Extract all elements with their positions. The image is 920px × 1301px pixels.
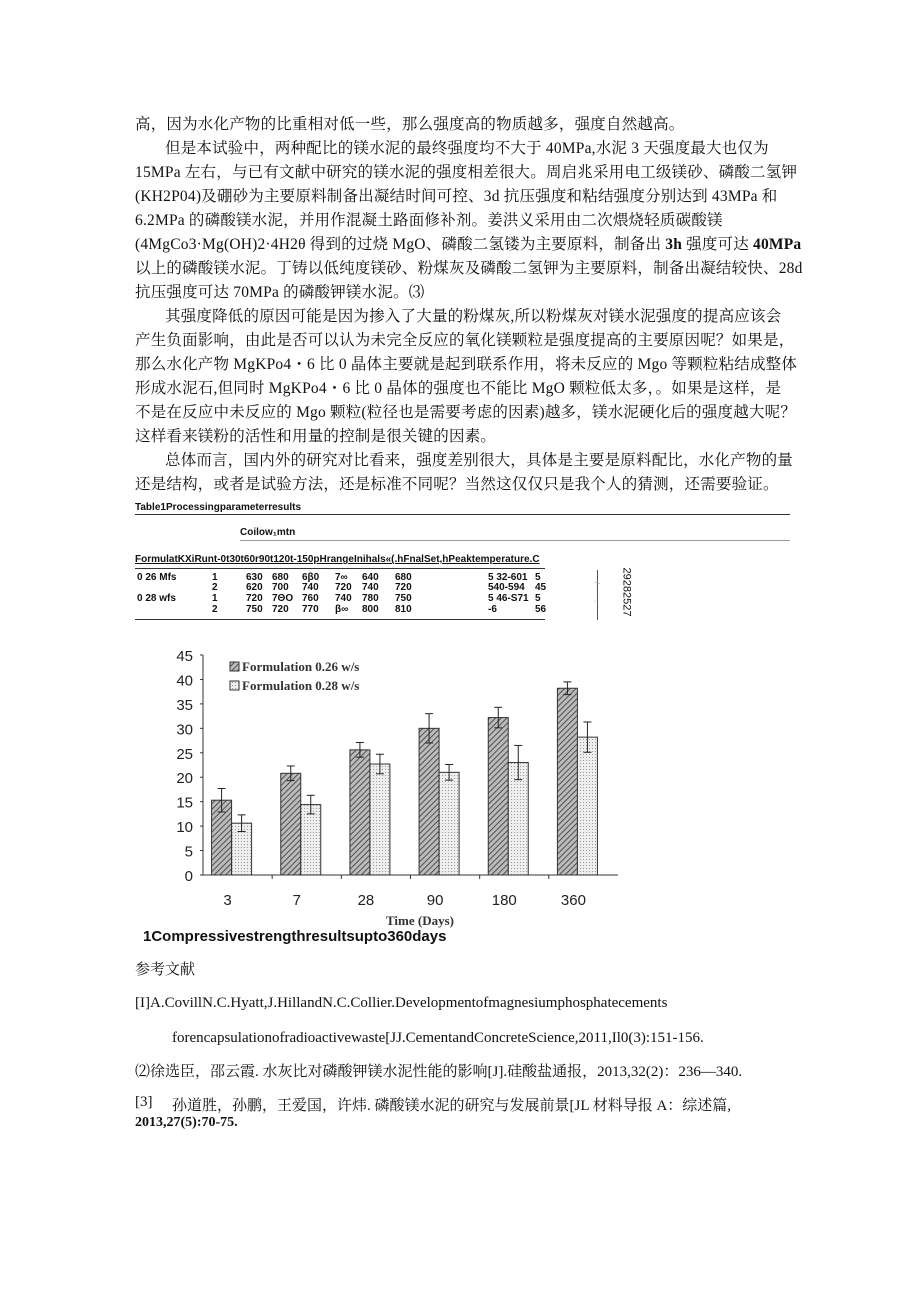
table-cell: 5 32-601 bbox=[488, 572, 528, 583]
table-cell: 5 46-S71 bbox=[488, 593, 529, 604]
table-subheader: Coilow₁mtn bbox=[240, 527, 296, 538]
table-cell: 5 bbox=[535, 593, 541, 604]
text-line bbox=[135, 235, 801, 255]
side-text: 29282527 bbox=[620, 567, 633, 617]
figure-caption: 1Compressivestrengthresultsupto360days bbox=[143, 928, 447, 945]
x-tick-label: 180 bbox=[491, 892, 517, 909]
table-cell: 760 bbox=[302, 593, 319, 604]
y-tick-label: 10 bbox=[176, 819, 193, 837]
bar-formulation-026 bbox=[350, 750, 370, 875]
table-cell: 740 bbox=[362, 582, 379, 593]
reference-1: [I]A.CovillN.C.Hyatt,J.HillandN.C.Collier.Developmentofmagnesiumphosphatecements bbox=[135, 995, 668, 1011]
reference-2: ⑵徐选臣，邵云霞. 水灰比对磷酸钾镁水泥性能的影响[J].硅酸盐通报，2013,32(2)：236—340. bbox=[135, 1064, 743, 1080]
y-tick-label: 30 bbox=[176, 721, 193, 739]
legend-swatch bbox=[230, 662, 239, 671]
table-cell: 6β0 bbox=[302, 572, 320, 583]
table-cell: 45 bbox=[535, 582, 547, 593]
text-line: 不是在反应中未反应的 Mgo 颗粒(粒径也是需要考虑的因素)越多，镁水泥硬化后的强度越大呢？ bbox=[135, 404, 797, 421]
text-line: 抗压强度可达 70MPa 的磷酸钾镁水泥。⑶ bbox=[135, 284, 425, 301]
y-tick-label: 15 bbox=[176, 794, 193, 812]
x-tick-label: 7 bbox=[292, 892, 301, 909]
reference-3: 孙道胜，孙鹏，王爱国，许炜. 磷酸镁水泥的研究与发展前景[JL 材料导报 A：综述篇, bbox=[172, 1098, 732, 1114]
table-cell: 1 bbox=[212, 593, 218, 604]
text-line: 总体而言，国内外的研究对比看来，强度差别很大，具体是主要是原料配比，水化产物的量 bbox=[165, 452, 794, 469]
references-heading: 参考文献 bbox=[135, 962, 196, 978]
reference-3-cont: 2013,27(5):70-75. bbox=[135, 1115, 238, 1130]
y-tick-label: 35 bbox=[176, 696, 193, 714]
bar-formulation-028 bbox=[370, 764, 390, 875]
text-line: 这样看来镁粉的活性和用量的控制是很关键的因素。 bbox=[135, 428, 497, 445]
bar-formulation-026 bbox=[419, 728, 439, 875]
x-axis-label: Time (Days) bbox=[385, 913, 455, 928]
table-rule bbox=[240, 540, 790, 541]
table-cell: 720 bbox=[335, 582, 352, 593]
bar-formulation-028 bbox=[301, 805, 321, 875]
table-cell: 680 bbox=[272, 572, 289, 583]
bold-text: 40MPa bbox=[753, 236, 802, 253]
table-cell: 780 bbox=[362, 593, 379, 604]
legend-label: Formulation 0.26 w/s bbox=[242, 659, 360, 674]
table-rule bbox=[135, 514, 790, 515]
bar-formulation-026 bbox=[281, 773, 301, 875]
bold-text: 3h bbox=[665, 236, 683, 253]
table-cell: 720 bbox=[395, 582, 412, 593]
text-line: 形成水泥石,但同时 MgKPo4・6 比 0 晶体的强度也不能比 MgO 颗粒低太多，。如果是这样，是 bbox=[135, 380, 782, 397]
table-cell: 540-594 bbox=[488, 582, 525, 593]
table-cell: 0 26 Mfs bbox=[137, 572, 177, 583]
legend-label: Formulation 0.28 w/s bbox=[242, 678, 360, 693]
text-line: 以上的磷酸镁水泥。丁铸以低纯度镁砂、粉煤灰及磷酸二氢钾为主要原料，制备出凝结较快、28d bbox=[135, 260, 803, 277]
table-cell: 740 bbox=[335, 593, 352, 604]
table-cell: 680 bbox=[395, 572, 412, 583]
text-span: 强度可达 bbox=[682, 236, 754, 253]
reference-3-number: [3] bbox=[135, 1094, 153, 1110]
bar-formulation-026 bbox=[488, 718, 508, 875]
table-cell: 750 bbox=[395, 593, 412, 604]
table-cell: 2 bbox=[212, 604, 218, 615]
text-line: 其强度降低的原因可能是因为掺入了大量的粉煤灰,所以粉煤灰对镁水泥强度的提高应该会 bbox=[165, 308, 782, 325]
y-tick-label: 20 bbox=[176, 770, 193, 788]
y-tick-label: 0 bbox=[184, 868, 193, 885]
reference-1-cont: forencapsulationofradioactivewaste[JJ.CementandConcreteScience,2011,Il0(3):151-156. bbox=[172, 1030, 704, 1046]
text-line: 15MPa 左右，与已有文献中研究的镁水泥的强度相差很大。周启兆采用电工级镁砂、磷酸二氢钾 bbox=[135, 164, 798, 181]
table-cell: 7ΘO bbox=[272, 593, 294, 604]
x-tick-label: 3 bbox=[223, 892, 232, 909]
table-cell: 800 bbox=[362, 604, 379, 615]
text-line: 产生负面影响，由此是否可以认为未完全反应的氧化镁颗粒是强度提高的主要原因呢？如果是， bbox=[135, 332, 795, 349]
y-tick-label: 45 bbox=[176, 648, 193, 665]
y-tick-label: 25 bbox=[176, 745, 193, 763]
table-rule bbox=[135, 619, 545, 620]
bar-chart bbox=[160, 640, 620, 930]
table-cell: 630 bbox=[246, 572, 263, 583]
text-span: (4MgCo3·Mg(OH)2·4H2θ 得到的过烧 MgO、磷酸二氢镂为主要原料，制备出 bbox=[135, 236, 666, 253]
x-tick-label: 360 bbox=[560, 892, 586, 909]
table-header: FormulatKXiRunt-0t30t60r90t120t-150pHrangeInihals«(.hFnalSet,hPeaktemperature.C bbox=[135, 554, 540, 565]
legend-swatch bbox=[230, 681, 239, 690]
x-tick-label: 90 bbox=[426, 892, 444, 909]
table-cell: 56 bbox=[535, 604, 547, 615]
table-cell: 7∞ bbox=[335, 572, 348, 583]
table-rule bbox=[135, 568, 545, 569]
table-cell: 700 bbox=[272, 582, 289, 593]
table-cell: 720 bbox=[272, 604, 289, 615]
table-cell: 750 bbox=[246, 604, 263, 615]
table-cell: 2 bbox=[212, 582, 218, 593]
table-cell: 640 bbox=[362, 572, 379, 583]
bar-formulation-026 bbox=[557, 688, 577, 875]
text-line: 6.2MPa 的磷酸镁水泥，并用作混凝土路面修补剂。姜洪义采用由二次煨烧轻质碳酸镁 bbox=[135, 212, 723, 229]
text-line: 但是本试验中，两种配比的镁水泥的最终强度均不大于 40MPa,水泥 3 天强度最大也仅为 bbox=[165, 140, 769, 157]
y-tick-label: 5 bbox=[184, 843, 193, 861]
text-line: 那么水化产物 MgKPo4・6 比 0 晶体主要就是起到联系作用，将未反应的 Mgo 等颗粒粘结成整体 bbox=[135, 356, 798, 373]
table-cell: 620 bbox=[246, 582, 263, 593]
side-faint-text: ·/··· ··.· · bbox=[592, 579, 602, 610]
table-cell: β∞ bbox=[335, 604, 349, 615]
table-cell: 720 bbox=[246, 593, 263, 604]
table-cell: 5 bbox=[535, 572, 541, 583]
y-tick-label: 40 bbox=[176, 672, 193, 690]
x-tick-label: 28 bbox=[357, 892, 375, 909]
text-line: 高，因为水化产物的比重相对低一些，那么强度高的物质越多，强度自然越高。 bbox=[135, 116, 685, 133]
text-line: 还是结构，或者是试验方法，还是标准不同呢？当然这仅仅只是我个人的猜测，还需要验证。 bbox=[135, 476, 779, 493]
bar-formulation-028 bbox=[577, 737, 597, 875]
table-cell: 1 bbox=[212, 572, 218, 583]
bar-formulation-028 bbox=[439, 772, 459, 875]
table-cell: 810 bbox=[395, 604, 412, 615]
table-cell: 0 28 wfs bbox=[137, 593, 176, 604]
table-cell: -6 bbox=[488, 604, 497, 615]
table-cell: 740 bbox=[302, 582, 319, 593]
text-line: (KH2P04)及硼砂为主要原料制备出凝结时间可控、3d 抗压强度和粘结强度分别达到 43MPa 和 bbox=[135, 188, 778, 205]
table-cell: 770 bbox=[302, 604, 319, 615]
table-title: Table1Processingparameterresults bbox=[135, 502, 302, 513]
